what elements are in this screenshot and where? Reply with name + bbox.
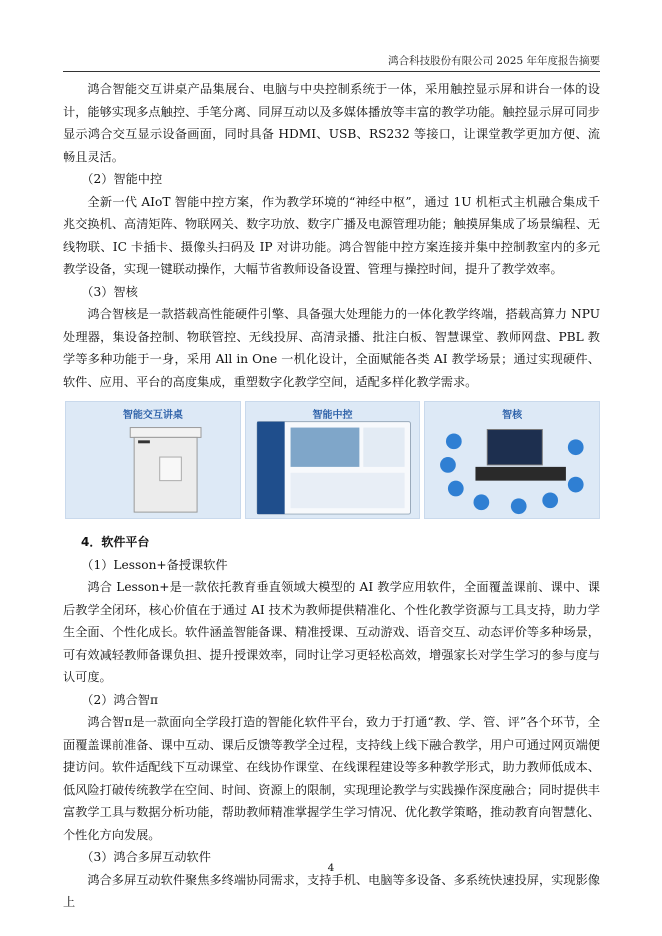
paragraph-lesson-plus: 鸿合 Lesson+是一款依托教育垂直领域大模型的 AI 教学应用软件，全面覆盖课前、课中、课后教学全闭环，核心价值在于通过 AI 技术为教师提供精准化、个性化教学资源与工具支持，助力学生全面、个性化成长。软件涵盖智能备课、精准授课、互动游戏、语音交互、动态评价等多种场景，可有效减轻教师备课负担、提升授课效率，同时让学习更轻松高效，增强家长对学生学习的参与度与认可度。 xyxy=(63,580,600,684)
panel-smart-control xyxy=(245,401,421,519)
panel-title: 智能交互讲桌 xyxy=(122,410,183,421)
panel-title: 智核 xyxy=(502,410,523,421)
paragraph-multiscreen: 鸿合多屏互动软件聚焦多终端协同需求，支持手机、电脑等多设备、多系统快速投屏，实现影像上 xyxy=(63,872,600,909)
header-rule xyxy=(63,71,600,72)
classroom-photo xyxy=(290,428,359,467)
podium-badge xyxy=(138,440,150,443)
heading-smart-control: （2）智能中控 xyxy=(81,172,163,186)
podium-top xyxy=(130,428,201,438)
heading-lesson-plus: （1）Lesson+备授课软件 xyxy=(81,557,228,572)
paragraph-podium: 鸿合智能交互讲桌产品集展台、电脑与中央控制系统于一体，采用触控显示屏和讲台一体的设计，能够实现多点触控、手笔分离、同屏互动以及多媒体播放等丰富的教学功能。触控显示屏可同步显示鸿合交互显示设备画面，同时具备 HDMI、USB、RS232 等接口，让课堂教学更加方便、流畅且灵活。 xyxy=(63,82,600,164)
panel-podium xyxy=(65,401,241,519)
core-host xyxy=(476,467,566,481)
control-widget xyxy=(363,428,404,467)
podium-door xyxy=(160,457,182,481)
heading-zhi-pi: （2）鸿合智π xyxy=(81,692,158,707)
device-grid xyxy=(290,473,404,508)
section-software-platform: 4．软件平台 xyxy=(81,535,150,549)
heading-smart-core: （3）智核 xyxy=(81,284,138,299)
page-number: 4 xyxy=(327,862,335,874)
paragraph-smart-core: 鸿合智核是一款搭载高性能硬件引擎、具备强大处理能力的一体化教学终端，搭载高算力 NPU 处理器，集设备控制、物联管控、无线投屏、高清录播、批注白板、智慧课堂、教师网盘、PBL 教学等多种功能于一身，采用 All in One 一机化设计，全面赋能各类 AI 教学场景；通过实现硬件、软件、应用、平台的高度集成，重塑数字化教学空间，适配多样化教学需求。 xyxy=(63,307,600,389)
panel-smart-core xyxy=(424,401,600,519)
product-image-strip xyxy=(65,401,600,519)
core-monitor xyxy=(488,430,543,465)
heading-multiscreen: （3）鸿合多屏互动软件 xyxy=(81,850,211,864)
page-header: 鸿合科技股份有限公司 2025 年年度报告摘要 xyxy=(388,55,600,67)
paragraph-smart-control: 全新一代 AIoT 智能中控方案，作为教学环境的“神经中枢”，通过 1U 机柜式主机融合集成千兆交换机、高清矩阵、物联网关、数字功放、数字广播及电源管理功能；触摸屏集成了场景编程、无线物联、IC 卡插卡、摄像头扫码及 IP 对讲功能。鸿合智能中控方案连接并集中控制教室内的多元教学设备，实现一键联动操作，大幅节省教师设备设置、管理与操控时间，提升了教学效率。 xyxy=(63,194,600,276)
paragraph-zhi-pi: 鸿合智π是一款面向全学段打造的智能化软件平台，致力于打通“教、学、管、评”各个环节，全面覆盖课前准备、课中互动、课后反馈等教学全过程，支持线上线下融合教学，用户可通过网页端便捷访问。软件适配线下互动课堂、在线协作课堂、在线课程建设等多种教学形式，助力教师低成本、低风险打破传统教学在空间、时间、资源上的限制，实现理论教学与实践操作深度融合；同时提供丰富教学工具与数据分析功能，帮助教师精准掌握学生学习情况、优化教学策略，推动教育向智慧化、个性化方向发展。 xyxy=(63,715,600,842)
control-sidebar xyxy=(257,422,285,514)
document-body xyxy=(63,78,600,914)
panel-title: 智能中控 xyxy=(312,410,353,421)
